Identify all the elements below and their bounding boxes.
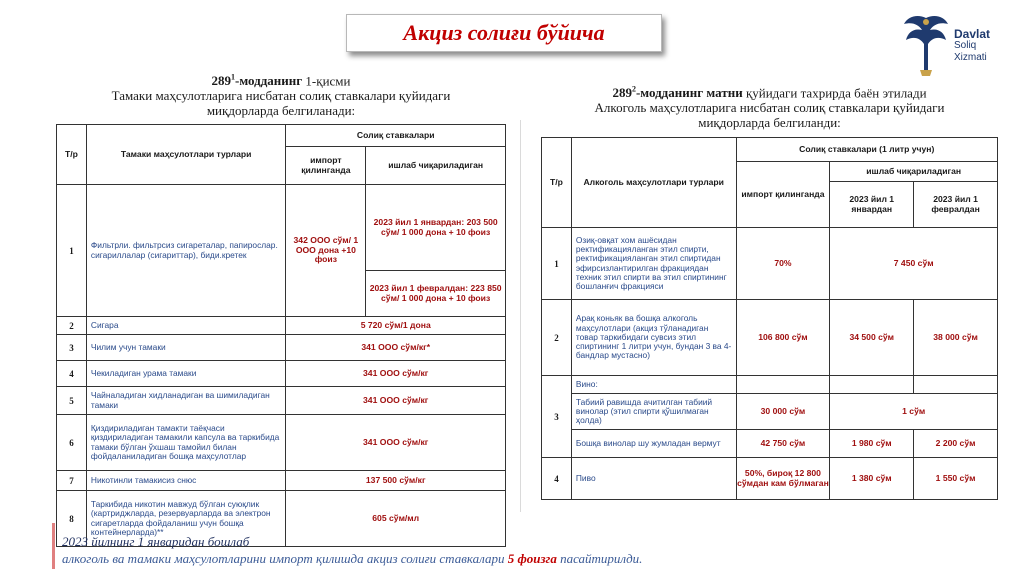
feb-rate: 38 000 сўм bbox=[914, 300, 998, 376]
logo-line-3: Xizmati bbox=[954, 52, 987, 63]
table-row bbox=[542, 458, 998, 500]
table-row bbox=[57, 317, 506, 335]
product-name: Чайналадиган хидланадиган ва шимиладиган тамаки bbox=[86, 387, 286, 415]
tobacco-rates-table bbox=[56, 124, 506, 547]
col-import-header: импорт қилинганда bbox=[286, 147, 366, 185]
produce-rate-jan: 2023 йил 1 январдан: 203 500 сўм/ 1 000 дона + 10 фоиз bbox=[366, 185, 506, 271]
row-number: 2 bbox=[57, 317, 87, 335]
product-name: Бошқа винолар шу жумладан вермут bbox=[571, 430, 736, 458]
product-name: Фильтрли. фильтрсиз сигареталар, папирослар. сигариллалар (сигариттар), биди.кретек bbox=[86, 185, 286, 317]
table-row bbox=[542, 394, 998, 430]
row-number: 4 bbox=[57, 361, 87, 387]
left-heading-num: 289 bbox=[211, 73, 231, 89]
table-row bbox=[57, 471, 506, 491]
row-number: 3 bbox=[542, 376, 572, 458]
row-number: 5 bbox=[57, 387, 87, 415]
right-heading-line2: Алкоголь маҳсулотларига нисбатан солиқ ставкалари қуйидаги bbox=[594, 100, 945, 116]
footnote-line-2a: алкоголь ва тамаки маҳсулотларини импорт қилишда акциз солиғи ставкалари bbox=[62, 551, 508, 566]
footnote-line-1: 2023 йилнинг 1 январидан бошлаб bbox=[62, 534, 250, 549]
column-divider bbox=[520, 120, 521, 512]
import-rate: 42 750 сўм bbox=[736, 430, 830, 458]
table-row bbox=[57, 335, 506, 361]
right-heading-bold: -модданинг матни bbox=[635, 85, 743, 101]
alcohol-rates-table bbox=[541, 137, 998, 500]
product-name: Вино: bbox=[571, 376, 736, 394]
col-tr-header: Т/р bbox=[57, 125, 87, 185]
rate: 341 OOO сўм/кг bbox=[286, 387, 506, 415]
row-number: 6 bbox=[57, 415, 87, 471]
product-name: Пиво bbox=[571, 458, 736, 500]
footnote-line-2c: пасайтирилди. bbox=[556, 551, 643, 566]
left-heading bbox=[56, 70, 506, 118]
note-accent-bar bbox=[52, 523, 55, 569]
import-rate: 70% bbox=[736, 228, 830, 300]
left-heading-line2: Тамаки маҳсулотларига нисбатан солиқ ставкалари қуйидаги bbox=[111, 88, 451, 104]
produce-rate-feb: 2023 йил 1 февралдан: 223 850 сўм/ 1 000 дона + 10 фоиз bbox=[366, 271, 506, 317]
col-feb-header: 2023 йил 1 февралдан bbox=[914, 182, 998, 228]
import-rate: 30 000 сўм bbox=[736, 394, 830, 430]
col-produce-header: ишлаб чиқариладиган bbox=[366, 147, 506, 185]
left-heading-line3: миқдорларда белгиланади: bbox=[206, 103, 356, 119]
right-heading bbox=[541, 82, 998, 130]
col-name-header: Алкоголь маҳсулотлари турлари bbox=[571, 138, 736, 228]
logo-line-1: Davlat bbox=[954, 27, 991, 41]
logo bbox=[900, 10, 1020, 90]
row-number: 4 bbox=[542, 458, 572, 500]
row-number: 7 bbox=[57, 471, 87, 491]
import-rate: 50%, бироқ 12 800 сўмдан кам бўлмаган bbox=[736, 458, 830, 500]
right-heading-line3: миқдорларда белгиланди: bbox=[698, 115, 841, 131]
col-jan-header: 2023 йил 1 январдан bbox=[830, 182, 914, 228]
col-rates-header: Солиқ ставкалари bbox=[286, 125, 506, 147]
product-name: Сигара bbox=[86, 317, 286, 335]
col-name-header: Тамаки маҳсулотлари турлари bbox=[86, 125, 286, 185]
row-number: 1 bbox=[57, 185, 87, 317]
col-produce-header: ишлаб чиқариладиган bbox=[830, 162, 998, 182]
footnote bbox=[62, 533, 642, 567]
feb-rate: 2 200 сўм bbox=[914, 430, 998, 458]
product-name: Арақ коньяк ва бошқа алкоголь маҳсулотлари (акциз тўланадиган товар таркибидаги сувсиз этил спиртининг 1 литри учун, бундан 3 ва 4-бандлар мустасно) bbox=[571, 300, 736, 376]
product-name: Чилим учун тамаки bbox=[86, 335, 286, 361]
produce-rate: 1 сўм bbox=[830, 394, 998, 430]
logo-line-2: Soliq bbox=[954, 40, 977, 51]
product-name: Никотинли тамакисиз снюс bbox=[86, 471, 286, 491]
col-rates-header: Солиқ ставкалари (1 литр учун) bbox=[736, 138, 997, 162]
table-row bbox=[57, 185, 506, 271]
product-name: Таркибида никотин мавжуд бўлган суюқлик (картриджларда, резервуарларда ва электрон сигаретларда фойдаланиш учун бошқа контейнерларда)** bbox=[86, 491, 286, 547]
product-name: Қиздириладиган тамакти таёқчаси қиздириладиган тамакили капсула ва таркибида тамаки бўлган ўхшаш тамойил билан фойдаланиладиган бошқа маҳсулотлар bbox=[86, 415, 286, 471]
table-row bbox=[542, 300, 998, 376]
import-rate: 106 800 сўм bbox=[736, 300, 830, 376]
table-row bbox=[57, 415, 506, 471]
rate: 341 OOO сўм/кг bbox=[286, 361, 506, 387]
jan-rate: 1 380 сўм bbox=[830, 458, 914, 500]
product-name: Табиий равишда ачитилган табиий винолар (этил спирти қўшилмаган ҳолда) bbox=[571, 394, 736, 430]
rate: 341 OOO сўм/кг* bbox=[286, 335, 506, 361]
table-row bbox=[57, 387, 506, 415]
rate: 137 500 сўм/кг bbox=[286, 471, 506, 491]
table-row bbox=[542, 376, 998, 394]
col-import-header: импорт қилинганда bbox=[736, 162, 830, 228]
footnote-highlight: 5 фоизга bbox=[507, 551, 557, 566]
table-row bbox=[542, 228, 998, 300]
jan-rate: 34 500 сўм bbox=[830, 300, 914, 376]
jan-rate: 1 980 сўм bbox=[830, 430, 914, 458]
rate: 5 720 сўм/1 дона bbox=[286, 317, 506, 335]
table-row bbox=[542, 430, 998, 458]
import-rate: 342 OOO сўм/ 1 OOO дона +10 фоиз bbox=[286, 185, 366, 317]
table-row bbox=[57, 361, 506, 387]
row-number: 3 bbox=[57, 335, 87, 361]
left-heading-rest: 1-қисми bbox=[302, 73, 351, 89]
right-heading-rest: қуйидаги тахрирда баён этилади bbox=[742, 85, 927, 101]
right-heading-num: 289 bbox=[612, 85, 632, 101]
eagle-logo-icon bbox=[900, 10, 952, 80]
product-name: Чекиладиган урама тамаки bbox=[86, 361, 286, 387]
feb-rate: 1 550 сўм bbox=[914, 458, 998, 500]
row-number: 2 bbox=[542, 300, 572, 376]
col-tr-header: Т/р bbox=[542, 138, 572, 228]
rate: 341 OOO сўм/кг bbox=[286, 415, 506, 471]
produce-rate: 7 450 сўм bbox=[830, 228, 998, 300]
row-number: 1 bbox=[542, 228, 572, 300]
slide-title: Акциз солиғи бўйича bbox=[346, 14, 662, 52]
rate: 605 сўм/мл bbox=[286, 491, 506, 547]
row-number: 8 bbox=[57, 491, 87, 547]
left-heading-sup: 1 bbox=[231, 73, 235, 82]
product-name: Озиқ-овқат хом ашёсидан ректификацияланган этил спирти, ректификацияланган этил спиртидан эфирсизлантирилган фракциядан техник этил спирти ва этил спиртининг бошланғич фракцияси bbox=[571, 228, 736, 300]
left-heading-bold: -модданинг bbox=[235, 73, 303, 89]
right-heading-sup: 2 bbox=[631, 85, 636, 94]
